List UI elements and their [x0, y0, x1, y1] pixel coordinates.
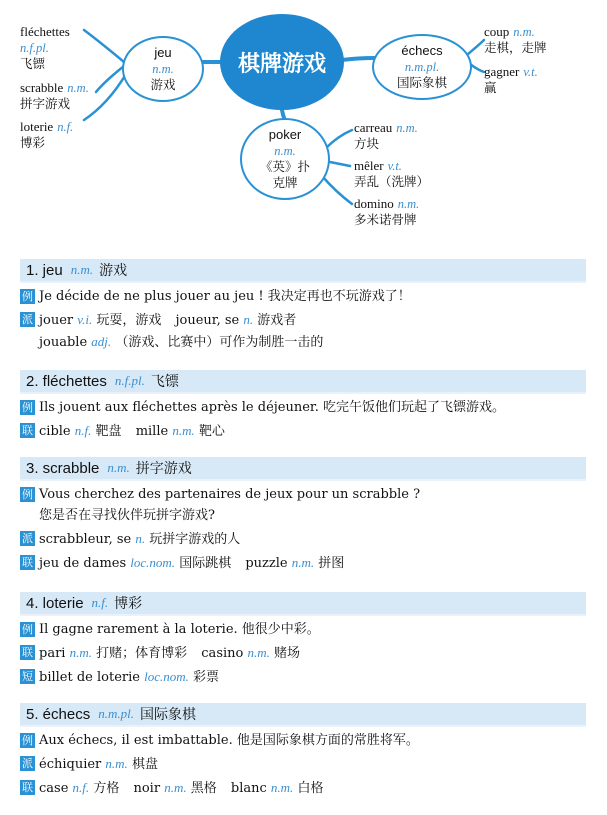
node-cn: 克牌	[272, 175, 298, 190]
leaf-cn: 弄乱（洗牌）	[354, 174, 430, 189]
node-pos: n.m.	[274, 144, 296, 158]
example-text: Aux échecs, il est imbattable. 他是国际象棋方面的常胜将军。	[39, 733, 419, 748]
derivative-pos: n.	[135, 531, 146, 546]
leaf-word: scrabble	[20, 80, 64, 95]
phrase-word: billet de loterie	[39, 670, 140, 685]
related-meaning: 拼图	[318, 556, 345, 571]
leaf-pos: n.m.	[513, 25, 535, 39]
leaf-pos: n.m.	[67, 81, 89, 95]
example-tag: 例	[22, 401, 33, 414]
entry-meaning: 拼字游戏	[135, 461, 192, 477]
derivative-tag: 派	[22, 313, 33, 326]
leaf-cn: 多米诺骨牌	[354, 212, 417, 227]
leaf-pos: v.t.	[387, 159, 402, 173]
related-pos: n.m.	[247, 645, 270, 660]
entry-meaning: 游戏	[99, 263, 128, 279]
related-row	[20, 778, 586, 798]
derivative-pos: adj.	[91, 334, 112, 349]
related-pos: n.m.	[270, 780, 294, 795]
node-cn: 游戏	[150, 77, 176, 92]
leaf-flechettes	[20, 24, 70, 72]
node-word: échecs	[401, 43, 443, 58]
entry-flechettes	[20, 370, 586, 441]
entry-meaning: 飞镖	[150, 374, 179, 390]
related-word: puzzle	[245, 556, 288, 571]
leaf-cn: 赢	[484, 80, 497, 95]
derivative-word: scrabbleur, se	[39, 532, 132, 547]
derivative-row-continued	[20, 332, 586, 352]
node-cn: 《英》扑	[259, 159, 310, 174]
derivative-word: jouable	[39, 335, 88, 350]
related-word: pari	[39, 646, 66, 661]
derivative-meaning: 玩耍，游戏	[96, 313, 162, 328]
leaf-word: coup	[484, 24, 510, 39]
derivative-tag: 派	[22, 757, 33, 770]
derivative-pos: v.i.	[77, 312, 93, 327]
derivative-row	[20, 529, 586, 549]
derivative-word: échiquier	[39, 757, 102, 772]
related-meaning: 方格	[93, 781, 120, 796]
related-pos: n.m.	[172, 423, 195, 438]
leaf-gagner	[484, 64, 538, 96]
derivative-word: joueur, se	[175, 313, 240, 328]
related-tag: 联	[22, 424, 33, 437]
derivative-pos: n.m.	[105, 756, 128, 771]
node-word: jeu	[154, 45, 172, 60]
example-translation: 您是否在寻找伙伴玩拼字游戏?	[39, 508, 215, 523]
leaf-cn: 拼字游戏	[20, 96, 71, 111]
leaf-coup	[484, 24, 547, 56]
example-row	[20, 731, 586, 750]
related-meaning: 打赌；体育博彩	[96, 646, 188, 661]
related-row	[20, 421, 586, 441]
entry-pos: n.m.	[70, 262, 94, 277]
entry-meaning: 博彩	[114, 596, 143, 612]
example-row	[20, 620, 586, 639]
leaf-pos: n.f.	[57, 120, 74, 134]
derivative-meaning: 游戏者	[257, 313, 297, 328]
example-row	[20, 287, 586, 306]
leaf-pos: n.m.	[396, 121, 418, 135]
entry-pos: n.f.	[91, 595, 109, 610]
related-word: mille	[135, 424, 169, 439]
leaf-word: carreau	[354, 120, 393, 135]
derivative-pos: n.	[243, 312, 254, 327]
related-meaning: 靶心	[198, 424, 225, 439]
derivative-tag: 派	[22, 532, 33, 545]
leaf-pos: n.f.pl.	[20, 41, 49, 55]
related-pos: n.f.	[72, 780, 90, 795]
entry-headword: 3. scrabble	[26, 459, 100, 477]
example-row	[20, 485, 586, 504]
related-word: cible	[39, 424, 71, 439]
leaf-word: loterie	[20, 119, 54, 134]
derivative-meaning: 玩拼字游戏的人	[149, 532, 241, 547]
example-text: Ils jouent aux fléchettes après le déjeuner. 吃完午饭他们玩起了飞镖游戏。	[39, 400, 505, 415]
mindmap-center-label: 棋牌游戏	[237, 51, 326, 77]
mindmap-center	[220, 14, 344, 110]
example-tag: 例	[22, 290, 33, 303]
related-pos: n.m.	[69, 645, 92, 660]
derivative-word: jouer	[39, 313, 74, 328]
related-pos: n.f.	[74, 423, 92, 438]
related-row	[20, 643, 586, 663]
phrase-tag: 短	[22, 670, 33, 683]
example-text: Vous cherchez des partenaires de jeux pour un scrabble ?	[39, 487, 421, 502]
related-pos: loc.nom.	[130, 555, 176, 570]
leaf-cn: 博彩	[20, 135, 46, 150]
derivative-row	[20, 310, 586, 330]
leaf-carreau	[354, 120, 418, 152]
entry-heading	[20, 457, 586, 479]
entry-jeu	[20, 259, 586, 352]
entry-pos: n.f.pl.	[114, 373, 145, 388]
example-tag: 例	[22, 623, 33, 636]
entry-scrabble	[20, 457, 586, 573]
example-tag: 例	[22, 734, 33, 747]
related-row	[20, 553, 586, 573]
entry-headword: 2. fléchettes	[26, 372, 107, 390]
leaf-domino	[354, 196, 419, 228]
leaf-pos: v.t.	[523, 65, 538, 79]
leaf-cn: 飞镖	[20, 56, 46, 71]
leaf-loterie	[20, 119, 73, 151]
phrase-row	[20, 667, 586, 687]
related-meaning: 赌场	[274, 646, 301, 661]
entry-heading	[20, 703, 586, 725]
related-word: case	[39, 781, 69, 796]
node-pos: n.m.	[152, 62, 174, 76]
leaf-cn: 方块	[354, 136, 380, 151]
entry-meaning: 国际象棋	[139, 707, 196, 723]
entry-pos: n.m.	[107, 460, 130, 475]
related-tag: 联	[22, 781, 33, 794]
entry-headword: 5. échecs	[26, 705, 91, 723]
derivative-meaning: （游戏、比赛中）可作为制胜一击的	[115, 335, 324, 350]
related-word: blanc	[230, 781, 267, 796]
derivative-meaning: 棋盘	[131, 757, 158, 772]
entry-pos: n.m.pl.	[98, 706, 134, 721]
mindmap-node-poker	[240, 118, 330, 200]
related-word: noir	[133, 781, 161, 796]
leaf-scrabble	[20, 80, 89, 112]
related-tag: 联	[22, 556, 33, 569]
related-word: jeu de dames	[39, 556, 127, 571]
entry-heading	[20, 592, 586, 614]
example-text: Je décide de ne plus jouer au jeu ! 我决定再也不玩游戏了！	[39, 289, 411, 304]
mindmap-node-echecs	[372, 34, 472, 100]
mindmap-node-jeu	[122, 36, 204, 102]
entry-heading	[20, 259, 586, 281]
node-cn: 国际象棋	[396, 75, 447, 90]
entry-headword: 4. loterie	[26, 594, 84, 612]
related-pos: n.m.	[291, 555, 315, 570]
leaf-pos: n.m.	[397, 197, 420, 211]
related-meaning: 白格	[297, 781, 324, 796]
example-row	[20, 398, 586, 417]
leaf-word: fléchettes	[20, 24, 70, 39]
entry-headword: 1. jeu	[26, 261, 63, 279]
example-tag: 例	[22, 488, 33, 501]
node-word: poker	[268, 127, 302, 142]
leaf-word: mêler	[354, 158, 384, 173]
related-word: casino	[201, 646, 244, 661]
leaf-word: gagner	[484, 64, 520, 79]
node-pos: n.m.pl.	[404, 60, 440, 74]
entry-heading	[20, 370, 586, 392]
related-tag: 联	[22, 646, 33, 659]
related-meaning: 靶盘	[95, 424, 122, 439]
leaf-word: domino	[354, 196, 394, 211]
example-text: Il gagne rarement à la loterie. 他很少中彩。	[39, 622, 320, 637]
related-meaning: 黑格	[190, 781, 217, 796]
phrase-meaning: 彩票	[193, 670, 220, 685]
entry-loterie	[20, 592, 586, 687]
derivative-row	[20, 754, 586, 774]
entry-echecs	[20, 703, 586, 798]
related-meaning: 国际跳棋	[179, 556, 232, 571]
leaf-meler	[354, 158, 429, 190]
phrase-pos: loc.nom.	[144, 669, 189, 684]
leaf-cn: 走棋，走牌	[484, 40, 547, 55]
related-pos: n.m.	[164, 780, 187, 795]
